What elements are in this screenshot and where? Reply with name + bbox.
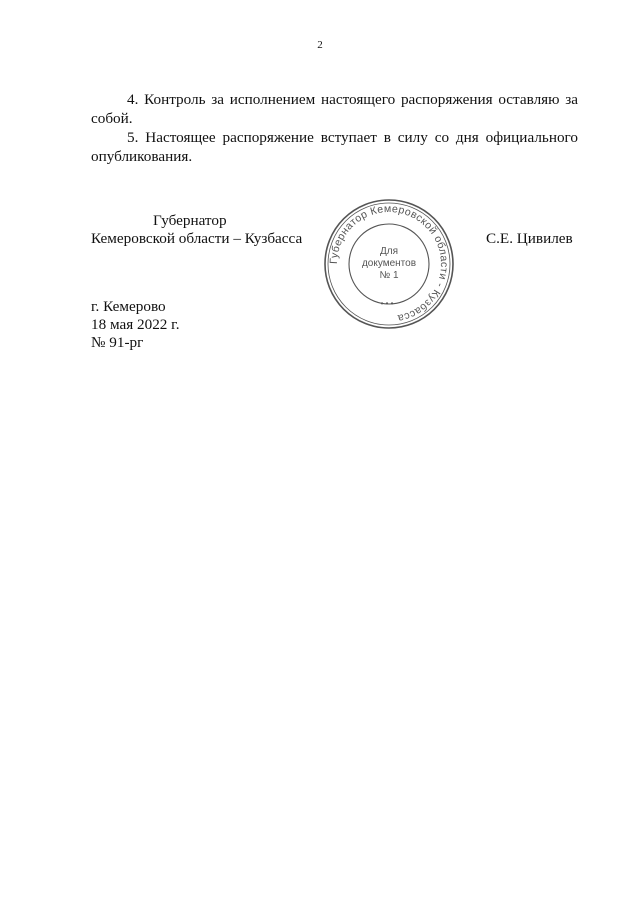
document-requisites bbox=[91, 298, 180, 352]
signatory-name: С.Е. Цивилев bbox=[486, 230, 573, 247]
seal-center-line1: Для bbox=[379, 246, 399, 257]
seal-center-line3: № 1 bbox=[379, 270, 399, 281]
official-seal-stamp bbox=[322, 197, 456, 331]
seal-ring-text: Губернатор Кемеровской области - Кузбасса bbox=[327, 202, 451, 325]
document-number: № 91-рг bbox=[91, 334, 144, 351]
signatory-position: Губернатор bbox=[153, 212, 227, 229]
signatory-region: Кемеровской области – Кузбасса bbox=[91, 230, 303, 247]
paragraph-item-4: 4. Контроль за исполнением настоящего распоряжения оставляю за собой. bbox=[91, 91, 578, 127]
document-date: 18 мая 2022 г. bbox=[91, 316, 180, 333]
seal-center-line2: документов bbox=[361, 258, 417, 269]
document-city: г. Кемерово bbox=[91, 298, 166, 315]
seal-dots-ornament: • • • bbox=[380, 299, 394, 308]
paragraph-item-5: 5. Настоящее распоряжение вступает в силу со дня официального опубликования. bbox=[91, 129, 578, 165]
document-body bbox=[91, 90, 578, 166]
page-number: 2 bbox=[317, 39, 323, 51]
signatory-title bbox=[91, 212, 321, 248]
